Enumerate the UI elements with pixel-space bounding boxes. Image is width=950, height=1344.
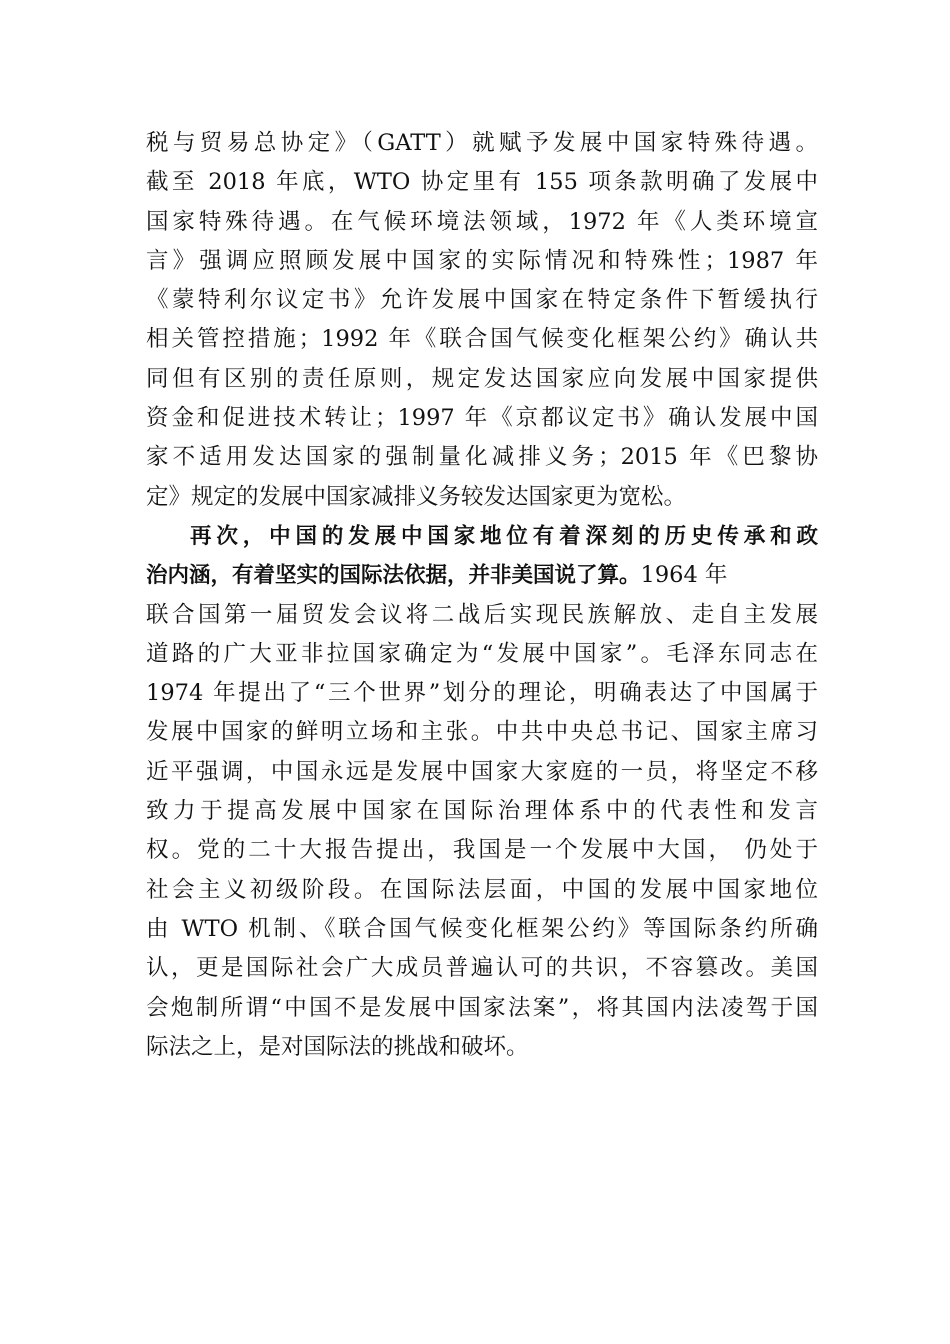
paragraph-2 (146, 517, 818, 1067)
text-line: 家不适用发达国家的强制量化减排义务；2015 年《巴黎协 (146, 444, 818, 471)
text-line: 《蒙特利尔议定书》允许发展中国家在特定条件下暂缓执行 (146, 287, 818, 314)
text-line: 联合国第一届贸发会议将二战后实现民族解放、走自主发展 (146, 601, 818, 628)
mixed-text-line (146, 556, 818, 595)
text-line: 由 WTO 机制、《联合国气候变化框架公约》等国际条约所确 (146, 915, 818, 942)
text-segment: 1964 年 (640, 562, 728, 589)
text-line: 际法之上，是对国际法的挑战和破坏。 (146, 1033, 529, 1060)
text-line: 近平强调，中国永远是发展中国家大家庭的一员，将坚定不移 (146, 758, 818, 785)
text-line: 资金和促进技术转让；1997 年《京都议定书》确认发展中国 (146, 405, 818, 432)
text-line: 言》强调应照顾发展中国家的实际情况和特殊性；1987 年 (146, 247, 818, 274)
text-line: 同但有区别的责任原则，规定发达国家应向发展中国家提供 (146, 365, 818, 392)
text-line: 税与贸易总协定》（GATT）就赋予发展中国家特殊待遇。 (146, 130, 818, 156)
text-line: 发展中国家的鲜明立场和主张。中共中央总书记、国家主席习 (146, 719, 818, 746)
text-line: 会炮制所谓“中国不是发展中国家法案”，将其国内法凌驾于国 (146, 994, 818, 1021)
text-line: 权。党的二十大报告提出，我国是一个发展中大国， 仍处于 (146, 837, 818, 864)
bold-heading-text: 治内涵，有着坚实的国际法依据，并非美国说了算。 (146, 563, 641, 589)
text-line: 相关管控措施；1992 年《联合国气候变化框架公约》确认共 (146, 326, 818, 353)
text-line: 定》规定的发展中国家减排义务较发达国家更为宽松。 (146, 483, 687, 510)
text-line: 道路的广大亚非拉国家确定为“发展中国家”。毛泽东同志在 (146, 640, 818, 667)
document-body (146, 124, 818, 1067)
bold-heading-line: 再次，中国的发展中国家地位有着深刻的历史传承和政 (190, 523, 818, 549)
text-line: 社会主义初级阶段。在国际法层面，中国的发展中国家地位 (146, 876, 818, 903)
paragraph-1 (146, 124, 818, 517)
text-line: 认，更是国际社会广大成员普遍认可的共识，不容篡改。美国 (146, 955, 818, 982)
text-line: 1974 年提出了“三个世界”划分的理论，明确表达了中国属于 (146, 680, 818, 707)
text-line: 致力于提高发展中国家在国际治理体系中的代表性和发言 (146, 798, 818, 825)
text-line: 国家特殊待遇。在气候环境法领域，1972 年《人类环境宣 (146, 208, 818, 235)
text-line: 截至 2018 年底，WTO 协定里有 155 项条款明确了发展中 (146, 169, 818, 196)
